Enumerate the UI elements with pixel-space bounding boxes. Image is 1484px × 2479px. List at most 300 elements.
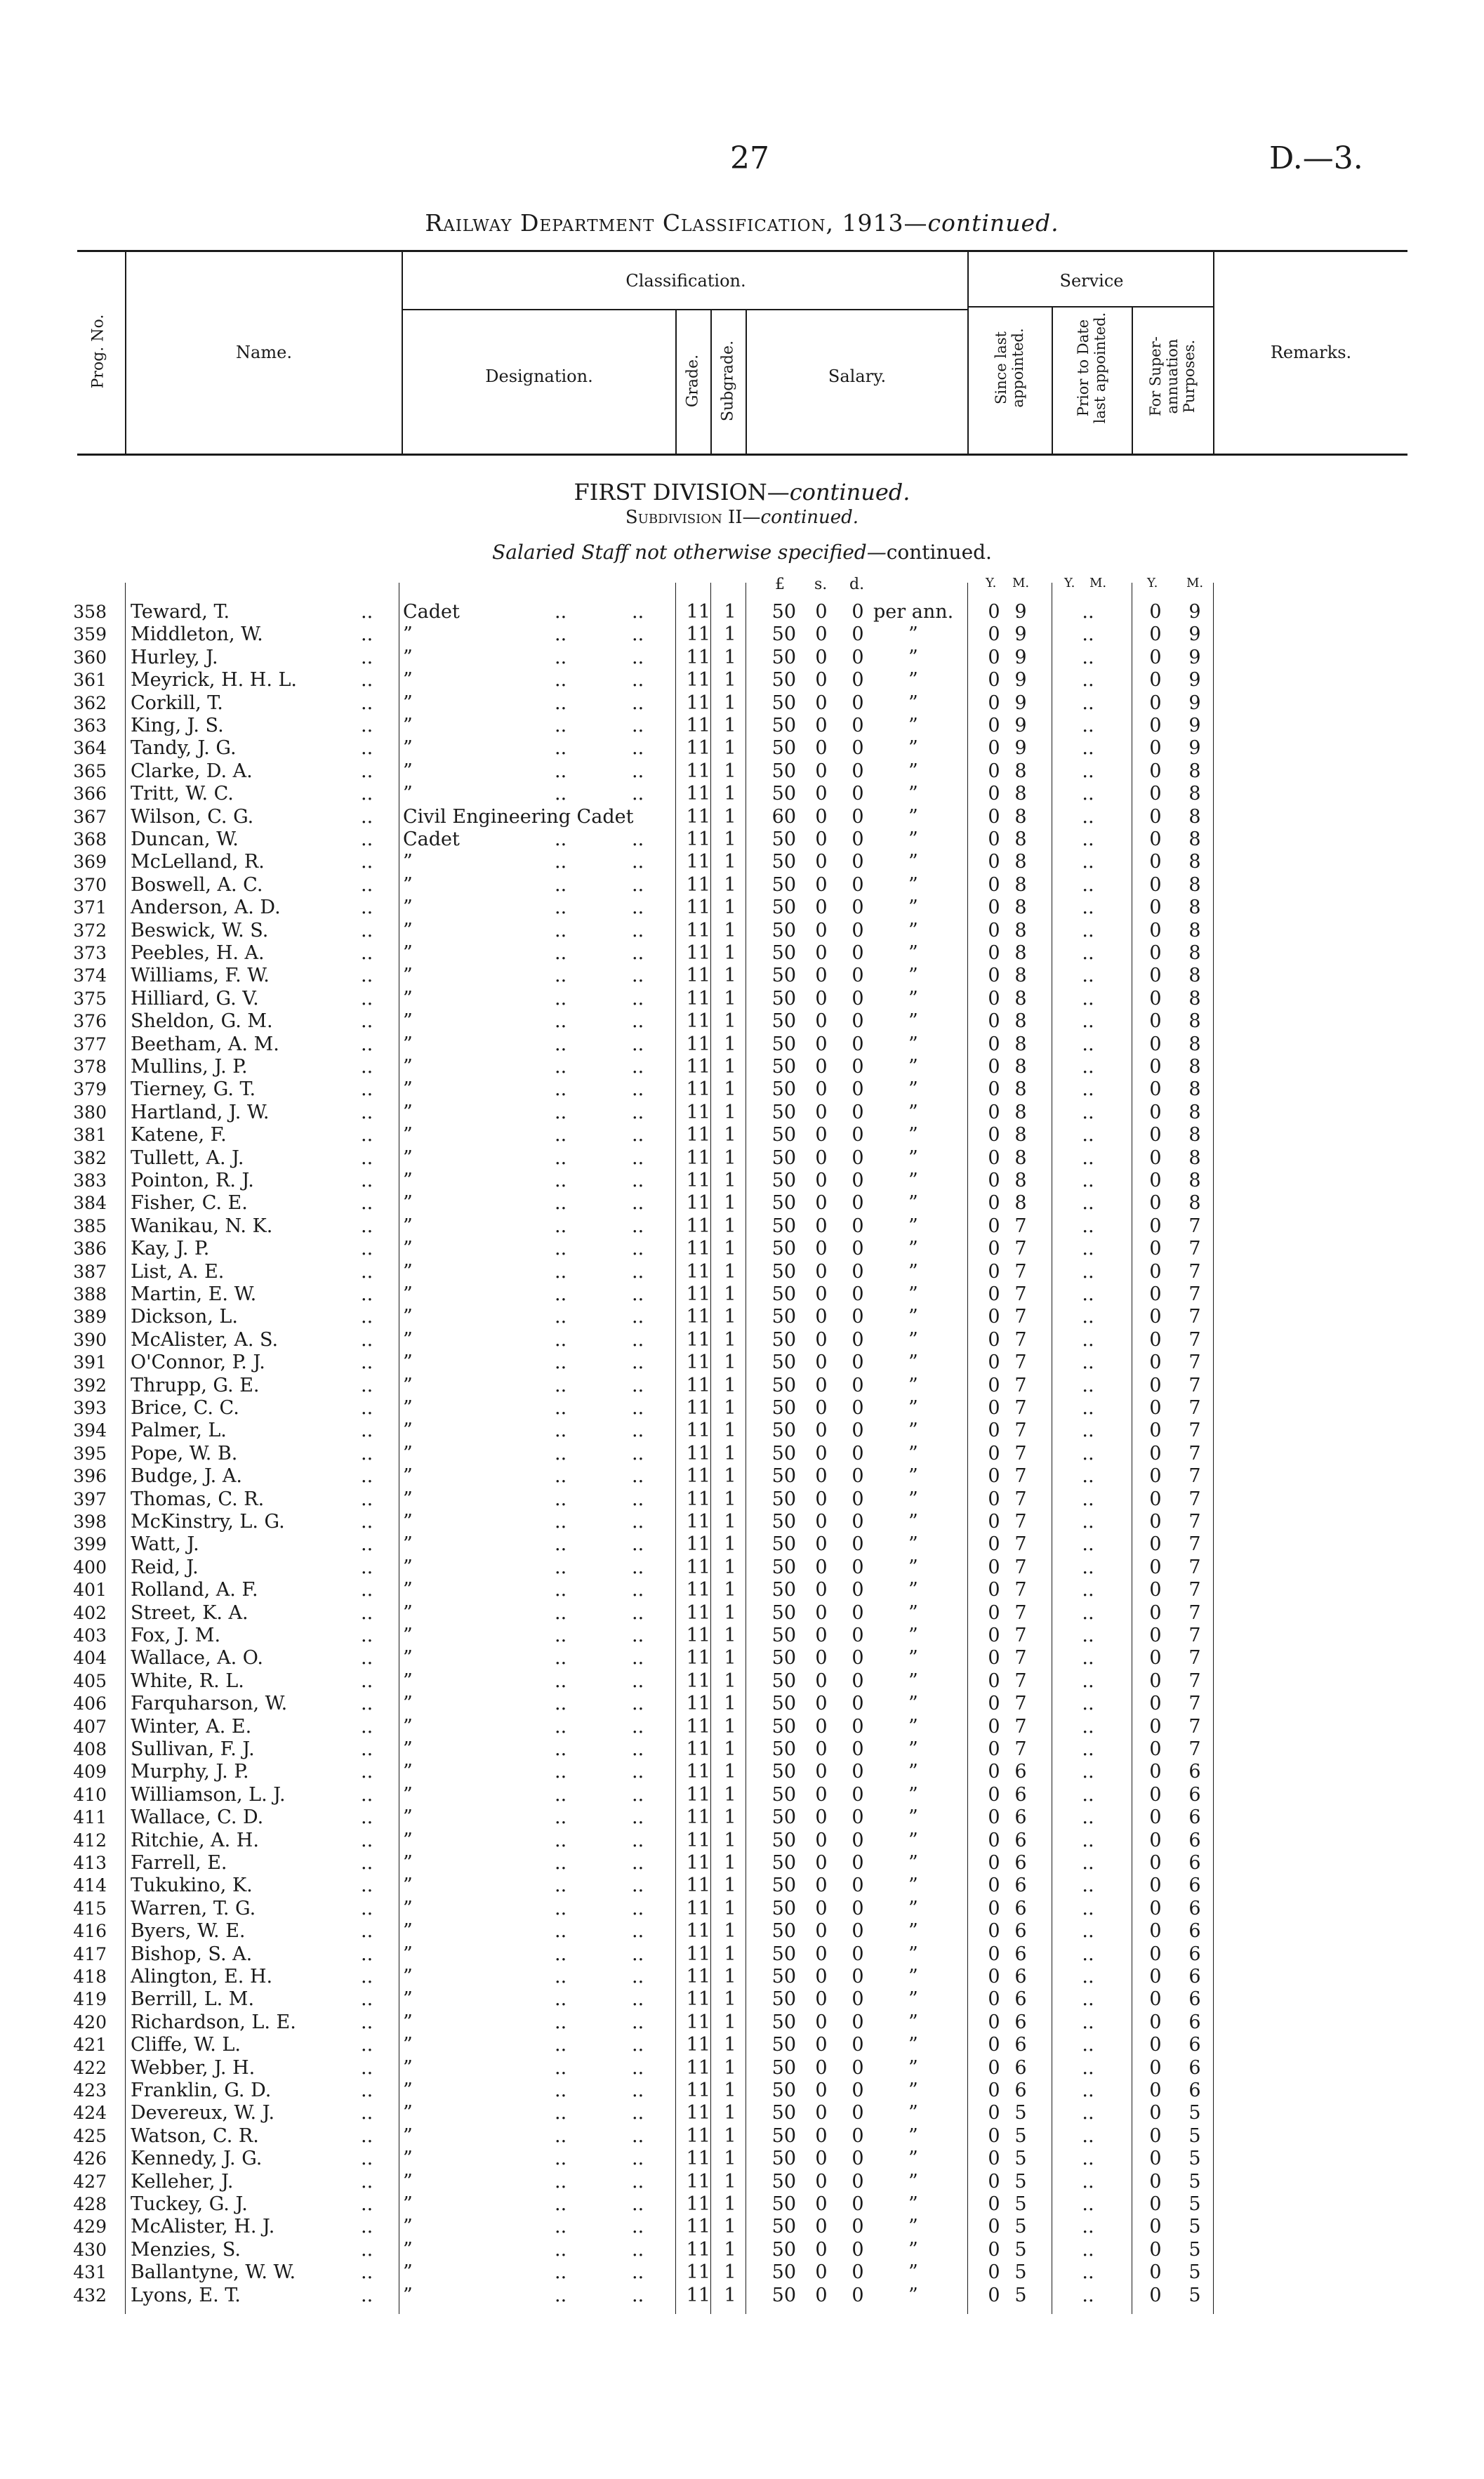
table-row [0, 874, 1484, 897]
designation-leader: .. [555, 1260, 567, 1283]
name-leader: .. [361, 1511, 373, 1533]
super-months: 8 [1188, 873, 1201, 896]
name-leader: .. [361, 1170, 373, 1191]
designation-ditto: ” [403, 1988, 413, 2011]
designation-leader: .. [632, 2056, 644, 2079]
super-years: 0 [1149, 2102, 1162, 2124]
super-years: 0 [1149, 1465, 1162, 1488]
super-months: 7 [1188, 1328, 1201, 1351]
subgrade: 1 [724, 1556, 736, 1578]
prog-number: 371 [73, 897, 107, 918]
super-years: 0 [1149, 1170, 1162, 1191]
super-months: 9 [1188, 692, 1201, 714]
super-months: 6 [1188, 1920, 1201, 1943]
designation-leader: .. [555, 2170, 567, 2193]
designation-ditto: ” [403, 942, 413, 964]
table-row [0, 1078, 1484, 1101]
salary-shillings: 0 [815, 897, 828, 919]
table-row [0, 1533, 1484, 1556]
staff-name: Rolland, A. F. [131, 1579, 258, 1601]
salary-shillings: 0 [815, 851, 828, 873]
prog-number: 363 [73, 715, 107, 736]
salary-shillings: 0 [815, 2193, 828, 2215]
designation-leader: .. [632, 919, 644, 941]
subgrade: 1 [724, 737, 736, 760]
salary-period-ditto: ” [908, 1852, 918, 1874]
designation-leader: .. [555, 919, 567, 941]
prior-service: .. [1082, 646, 1094, 668]
since-years: 0 [988, 1101, 1000, 1123]
table-row [0, 1943, 1484, 1966]
prior-service: .. [1082, 1533, 1094, 1556]
staff-name: Richardson, L. E. [131, 2011, 296, 2033]
designation-leader: .. [555, 1966, 567, 1988]
salary-shillings: 0 [815, 1124, 828, 1146]
table-row [0, 2080, 1484, 2102]
subgrade: 1 [724, 1170, 736, 1191]
prior-service: .. [1082, 623, 1094, 646]
grade: 11 [686, 1761, 710, 1783]
since-years: 0 [988, 987, 1000, 1010]
staff-name: Watson, C. R. [131, 2124, 259, 2147]
designation-ditto: ” [403, 1442, 413, 1465]
name-leader: .. [361, 1215, 373, 1237]
super-months: 7 [1188, 1351, 1201, 1374]
super-years: 0 [1149, 1033, 1162, 1055]
salary-period-ditto: ” [908, 2261, 918, 2284]
super-years: 0 [1149, 1783, 1162, 1806]
name-leader: .. [361, 669, 373, 692]
since-years: 0 [988, 2034, 1000, 2056]
grade: 11 [686, 1647, 710, 1670]
super-years: 0 [1149, 760, 1162, 782]
designation-leader: .. [632, 1351, 644, 1374]
since-years: 0 [988, 1397, 1000, 1419]
salary-pounds: 50 [771, 2011, 796, 2033]
salary-pence: 0 [852, 1670, 864, 1692]
super-months: 6 [1188, 2056, 1201, 2079]
salary-pence: 0 [852, 2080, 864, 2101]
subgrade: 1 [724, 1238, 736, 1260]
prior-service: .. [1082, 1238, 1094, 1260]
since-months: 5 [1014, 2170, 1027, 2193]
table-row [0, 1830, 1484, 1852]
unit-pence: d. [849, 576, 865, 593]
super-years: 0 [1149, 1670, 1162, 1692]
name-leader: .. [361, 601, 373, 623]
super-years: 0 [1149, 1397, 1162, 1419]
subgrade: 1 [724, 1146, 736, 1169]
salary-pounds: 50 [771, 2102, 796, 2124]
since-months: 7 [1014, 1647, 1027, 1670]
designation-leader: .. [555, 715, 567, 736]
salary-period-ditto: ” [908, 2056, 918, 2079]
prog-number: 426 [73, 2148, 107, 2169]
designation-ditto: ” [403, 2056, 413, 2079]
salary-pence: 0 [852, 1010, 864, 1033]
designation-ditto: ” [403, 1351, 413, 1374]
table-row [0, 1261, 1484, 1283]
prog-number: 432 [73, 2285, 107, 2306]
salary-period-ditto: ” [908, 1078, 918, 1101]
salary-pence: 0 [852, 851, 864, 873]
super-months: 5 [1188, 2102, 1201, 2124]
subgrade: 1 [724, 1056, 736, 1078]
since-months: 7 [1014, 1215, 1027, 1237]
unit-year-prior: Y. [1064, 576, 1075, 590]
prior-service: .. [1082, 2011, 1094, 2033]
subgrade: 1 [724, 1897, 736, 1919]
salary-shillings: 0 [815, 1738, 828, 1760]
subgrade: 1 [724, 1693, 736, 1715]
prog-number: 377 [73, 1033, 107, 1055]
since-months: 8 [1014, 1170, 1027, 1191]
designation-leader: .. [555, 1420, 567, 1442]
subgrade: 1 [724, 2056, 736, 2079]
grade: 11 [686, 1056, 710, 1078]
salary-period-ditto: ” [908, 1442, 918, 1465]
designation-leader: .. [632, 2080, 644, 2101]
since-years: 0 [988, 1897, 1000, 1919]
grade: 11 [686, 1215, 710, 1237]
header-classification: Classification. [625, 271, 746, 291]
staff-name: Budge, J. A. [131, 1465, 242, 1488]
since-years: 0 [988, 1283, 1000, 1305]
prog-number: 385 [73, 1215, 107, 1236]
salary-pounds: 50 [771, 1625, 796, 1646]
subgrade: 1 [724, 715, 736, 736]
salary-pence: 0 [852, 1056, 864, 1078]
name-leader: .. [361, 646, 373, 668]
designation-ditto: ” [403, 1625, 413, 1646]
grade: 11 [686, 2216, 710, 2238]
prior-service: .. [1082, 1078, 1094, 1101]
super-months: 9 [1188, 646, 1201, 668]
table-row [0, 2034, 1484, 2056]
salary-pence: 0 [852, 715, 864, 736]
prior-service: .. [1082, 2080, 1094, 2101]
staff-name: Duncan, W. [131, 828, 239, 850]
since-years: 0 [988, 1033, 1000, 1055]
subgrade: 1 [724, 1283, 736, 1305]
designation-leader: .. [555, 1761, 567, 1783]
designation-ditto: ” [403, 1647, 413, 1670]
header-for-super [1147, 320, 1198, 432]
designation-leader: .. [555, 1192, 567, 1215]
staff-name: Farquharson, W. [131, 1693, 288, 1715]
super-months: 6 [1188, 1875, 1201, 1897]
since-months: 9 [1014, 646, 1027, 668]
prog-number: 394 [73, 1420, 107, 1441]
salary-shillings: 0 [815, 1238, 828, 1260]
prog-number: 419 [73, 1989, 107, 2010]
name-leader: .. [361, 1533, 373, 1556]
super-months: 6 [1188, 2011, 1201, 2033]
table-row [0, 1170, 1484, 1192]
table-row [0, 1056, 1484, 1078]
subgrade: 1 [724, 1625, 736, 1646]
table-row [0, 897, 1484, 919]
salary-pounds: 60 [771, 805, 796, 828]
staff-name: Thrupp, G. E. [131, 1374, 260, 1396]
since-years: 0 [988, 919, 1000, 941]
staff-name: Devereux, W. J. [131, 2102, 275, 2124]
super-years: 0 [1149, 1146, 1162, 1169]
prog-number: 365 [73, 760, 107, 781]
staff-name: Hilliard, G. V. [131, 987, 259, 1010]
designation: Cadet [403, 828, 460, 850]
designation-ditto: ” [403, 851, 413, 873]
super-months: 8 [1188, 1010, 1201, 1033]
super-months: 7 [1188, 1306, 1201, 1328]
since-months: 7 [1014, 1715, 1027, 1738]
table-row [0, 988, 1484, 1010]
prog-number: 375 [73, 988, 107, 1009]
salary-pounds: 50 [771, 987, 796, 1010]
table-row [0, 1283, 1484, 1306]
table-row [0, 965, 1484, 987]
salary-pence: 0 [852, 1465, 864, 1488]
prior-service: .. [1082, 805, 1094, 828]
subgrade: 1 [724, 1374, 736, 1396]
salary-pounds: 50 [771, 942, 796, 964]
prior-service: .. [1082, 1601, 1094, 1624]
designation-leader: .. [555, 1442, 567, 1465]
salary-shillings: 0 [815, 1283, 828, 1305]
super-years: 0 [1149, 2011, 1162, 2033]
name-leader: .. [361, 942, 373, 964]
designation-leader: .. [632, 2011, 644, 2033]
super-years: 0 [1149, 1647, 1162, 1670]
salary-shillings: 0 [815, 1988, 828, 2011]
designation-leader: .. [632, 1988, 644, 2011]
super-years: 0 [1149, 1078, 1162, 1101]
prior-service: .. [1082, 1170, 1094, 1191]
subgrade: 1 [724, 1920, 736, 1943]
since-months: 8 [1014, 919, 1027, 941]
since-years: 0 [988, 623, 1000, 646]
since-months: 5 [1014, 2102, 1027, 2124]
designation-ditto: ” [403, 1488, 413, 1510]
since-years: 0 [988, 1351, 1000, 1374]
prior-service: .. [1082, 1988, 1094, 2011]
salary-pounds: 50 [771, 1283, 796, 1305]
since-months: 9 [1014, 623, 1027, 646]
designation-leader: .. [555, 1738, 567, 1760]
designation: Civil Engineering Cadet [403, 805, 634, 828]
name-leader: .. [361, 2261, 373, 2284]
since-months: 5 [1014, 2261, 1027, 2284]
salary-period-ditto: ” [908, 2193, 918, 2215]
subgrade: 1 [724, 2102, 736, 2124]
super-years: 0 [1149, 1852, 1162, 1874]
grade: 11 [686, 1078, 710, 1101]
super-years: 0 [1149, 2056, 1162, 2079]
designation-leader: .. [555, 646, 567, 668]
prog-number: 382 [73, 1147, 107, 1168]
salary-period-ditto: ” [908, 1170, 918, 1191]
salary-shillings: 0 [815, 1078, 828, 1101]
designation-leader: .. [555, 1328, 567, 1351]
salary-pence: 0 [852, 1170, 864, 1191]
salary-shillings: 0 [815, 1033, 828, 1055]
designation-ditto: ” [403, 715, 413, 736]
super-years: 0 [1149, 737, 1162, 760]
staff-name: Fox, J. M. [131, 1625, 221, 1646]
salary-pence: 0 [852, 1078, 864, 1101]
salary-period-ditto: ” [908, 1625, 918, 1646]
name-leader: .. [361, 2170, 373, 2193]
salary-period-ditto: ” [908, 1966, 918, 1988]
grade: 11 [686, 1579, 710, 1601]
grade: 11 [686, 669, 710, 692]
grade: 11 [686, 1988, 710, 2011]
designation-ditto: ” [403, 1533, 413, 1556]
since-years: 0 [988, 1170, 1000, 1191]
since-months: 5 [1014, 2216, 1027, 2238]
designation-leader: .. [555, 1488, 567, 1510]
salary-shillings: 0 [815, 1693, 828, 1715]
prog-number: 376 [73, 1011, 107, 1032]
designation-leader: .. [632, 1465, 644, 1488]
super-years: 0 [1149, 2148, 1162, 2170]
designation-leader: .. [632, 851, 644, 873]
header-top-rule [77, 250, 1407, 252]
salary-pence: 0 [852, 623, 864, 646]
since-years: 0 [988, 646, 1000, 668]
designation-leader: .. [555, 1875, 567, 1897]
since-months: 6 [1014, 2034, 1027, 2056]
designation-ditto: ” [403, 1420, 413, 1442]
grade: 11 [686, 1875, 710, 1897]
staff-name: Fisher, C. E. [131, 1192, 248, 1215]
prog-number: 361 [73, 670, 107, 691]
salary-shillings: 0 [815, 1625, 828, 1646]
since-years: 0 [988, 1920, 1000, 1943]
designation-leader: .. [555, 2034, 567, 2056]
salary-pence: 0 [852, 1192, 864, 1215]
salary-pence: 0 [852, 1511, 864, 1533]
since-months: 5 [1014, 2193, 1027, 2215]
prog-number: 383 [73, 1170, 107, 1191]
salary-pounds: 50 [771, 623, 796, 646]
table-row [0, 783, 1484, 805]
since-months: 6 [1014, 2080, 1027, 2101]
name-leader: .. [361, 1101, 373, 1123]
grade: 11 [686, 965, 710, 987]
service-rule [969, 306, 1214, 308]
staff-name: Winter, A. E. [131, 1715, 252, 1738]
salary-pounds: 50 [771, 1101, 796, 1123]
since-months: 6 [1014, 1852, 1027, 1874]
name-leader: .. [361, 1783, 373, 1806]
prog-number: 429 [73, 2216, 107, 2237]
since-months: 7 [1014, 1601, 1027, 1624]
grade: 11 [686, 1170, 710, 1191]
prog-number: 368 [73, 829, 107, 850]
table-row [0, 1625, 1484, 1647]
salary-pence: 0 [852, 1966, 864, 1988]
super-years: 0 [1149, 1761, 1162, 1783]
staff-name: Wanikau, N. K. [131, 1215, 273, 1237]
since-years: 0 [988, 965, 1000, 987]
grade: 11 [686, 942, 710, 964]
designation-leader: .. [555, 942, 567, 964]
super-years: 0 [1149, 2284, 1162, 2306]
name-leader: .. [361, 1146, 373, 1169]
staff-name: Palmer, L. [131, 1420, 227, 1442]
prior-service: .. [1082, 2148, 1094, 2170]
name-leader: .. [361, 2080, 373, 2101]
table-row [0, 1579, 1484, 1601]
designation-ditto: ” [403, 1556, 413, 1578]
salary-shillings: 0 [815, 1146, 828, 1169]
name-leader: .. [361, 2284, 373, 2306]
salary-shillings: 0 [815, 783, 828, 805]
name-leader: .. [361, 1806, 373, 1829]
grade: 11 [686, 2148, 710, 2170]
designation-leader: .. [555, 1101, 567, 1123]
since-years: 0 [988, 737, 1000, 760]
subgrade: 1 [724, 873, 736, 896]
table-row [0, 2261, 1484, 2284]
super-months: 9 [1188, 669, 1201, 692]
prog-number: 366 [73, 784, 107, 805]
super-months: 8 [1188, 1101, 1201, 1123]
super-years: 0 [1149, 1238, 1162, 1260]
staff-name: Pointon, R. J. [131, 1170, 254, 1191]
since-years: 0 [988, 1238, 1000, 1260]
staff-name: Mullins, J. P. [131, 1056, 248, 1078]
salary-pence: 0 [852, 1715, 864, 1738]
staff-name: Corkill, T. [131, 692, 223, 714]
salary-pounds: 50 [771, 1442, 796, 1465]
prog-number: 370 [73, 874, 107, 895]
designation-leader: .. [632, 1601, 644, 1624]
designation-leader: .. [555, 2011, 567, 2033]
prior-service: .. [1082, 1829, 1094, 1851]
designation-ditto: ” [403, 2238, 413, 2261]
prior-service: .. [1082, 1192, 1094, 1215]
super-months: 8 [1188, 1124, 1201, 1146]
prior-service: .. [1082, 2170, 1094, 2193]
subgrade: 1 [724, 1306, 736, 1328]
salary-period-ditto: ” [908, 1829, 918, 1851]
name-leader: .. [361, 2011, 373, 2033]
since-months: 7 [1014, 1738, 1027, 1760]
designation-leader: .. [555, 1215, 567, 1237]
table-row [0, 1920, 1484, 1943]
subgrade: 1 [724, 919, 736, 941]
salary-pence: 0 [852, 1283, 864, 1305]
designation-leader: .. [632, 1556, 644, 1578]
since-years: 0 [988, 2261, 1000, 2284]
super-months: 6 [1188, 1897, 1201, 1919]
prog-number: 424 [73, 2103, 107, 2124]
super-months: 8 [1188, 987, 1201, 1010]
prog-number: 386 [73, 1238, 107, 1260]
designation-leader: .. [555, 1647, 567, 1670]
super-months: 8 [1188, 805, 1201, 828]
since-months: 7 [1014, 1374, 1027, 1396]
prior-service: .. [1082, 1101, 1094, 1123]
grade: 11 [686, 2284, 710, 2306]
subdivision-heading-text: Subdivision II— [625, 507, 761, 528]
grade: 11 [686, 1556, 710, 1578]
prog-number: 378 [73, 1057, 107, 1077]
designation-ditto: ” [403, 1283, 413, 1305]
name-leader: .. [361, 873, 373, 896]
